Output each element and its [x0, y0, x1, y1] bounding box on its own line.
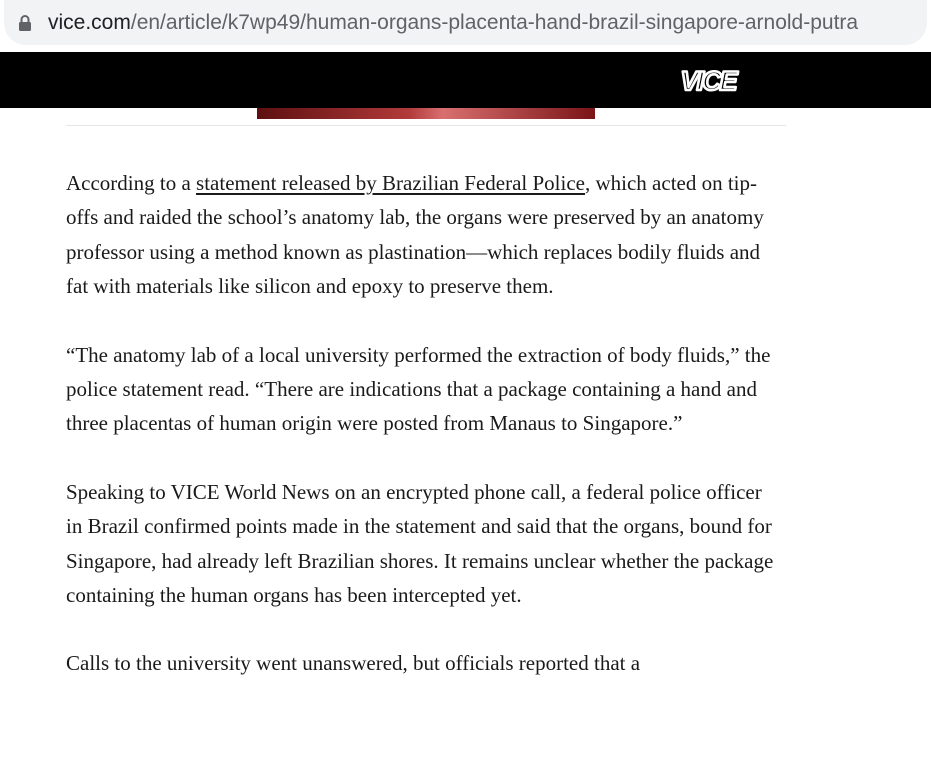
paragraph-4: Calls to the university went unanswered, but officials reported that a	[66, 651, 641, 676]
paragraph-1	[66, 166, 781, 304]
vice-logo[interactable]	[665, 66, 751, 94]
police-statement-link[interactable]: statement released by Brazilian Federal Police	[196, 171, 585, 195]
site-header	[0, 52, 931, 108]
url-field[interactable]	[4, 0, 927, 45]
url-host: vice.com	[48, 11, 131, 34]
paragraph-2: “The anatomy lab of a local university performed the extraction of body fluids,” the police statement read. “There are indications that a package containing a hand and three placentas of human origin were posted from Manaus to Singapore.”	[66, 342, 771, 436]
url-path: /en/article/k7wp49/human-organs-placenta-hand-brazil-singapore-arnold-putra	[130, 11, 859, 34]
divider	[66, 125, 786, 126]
hero-image-bottom	[257, 108, 595, 119]
paragraph-3: Speaking to VICE World News on an encrypted phone call, a federal police officer in Brazil confirmed points made in the statement and said that the organs, bound for Singapore, had already left Brazilian shores. It remains unclear whether the package containing the human organs has been intercepted yet.	[66, 479, 774, 608]
vice-logo-text: VICE	[680, 66, 736, 94]
article-body	[66, 166, 781, 715]
address-bar	[0, 0, 931, 50]
url-text[interactable]	[48, 11, 858, 35]
lock-icon[interactable]	[18, 14, 32, 32]
paragraph-1-text: According to a	[66, 171, 197, 195]
paragraph-1-text-cont: , which acted on tip-offs and raided the school’s anatomy lab, the organs were preserved by an anatomy professor using a method known as plastination—which replaces bodily fluids and fat with materials like silicon and epoxy to preserve them.	[66, 171, 764, 299]
